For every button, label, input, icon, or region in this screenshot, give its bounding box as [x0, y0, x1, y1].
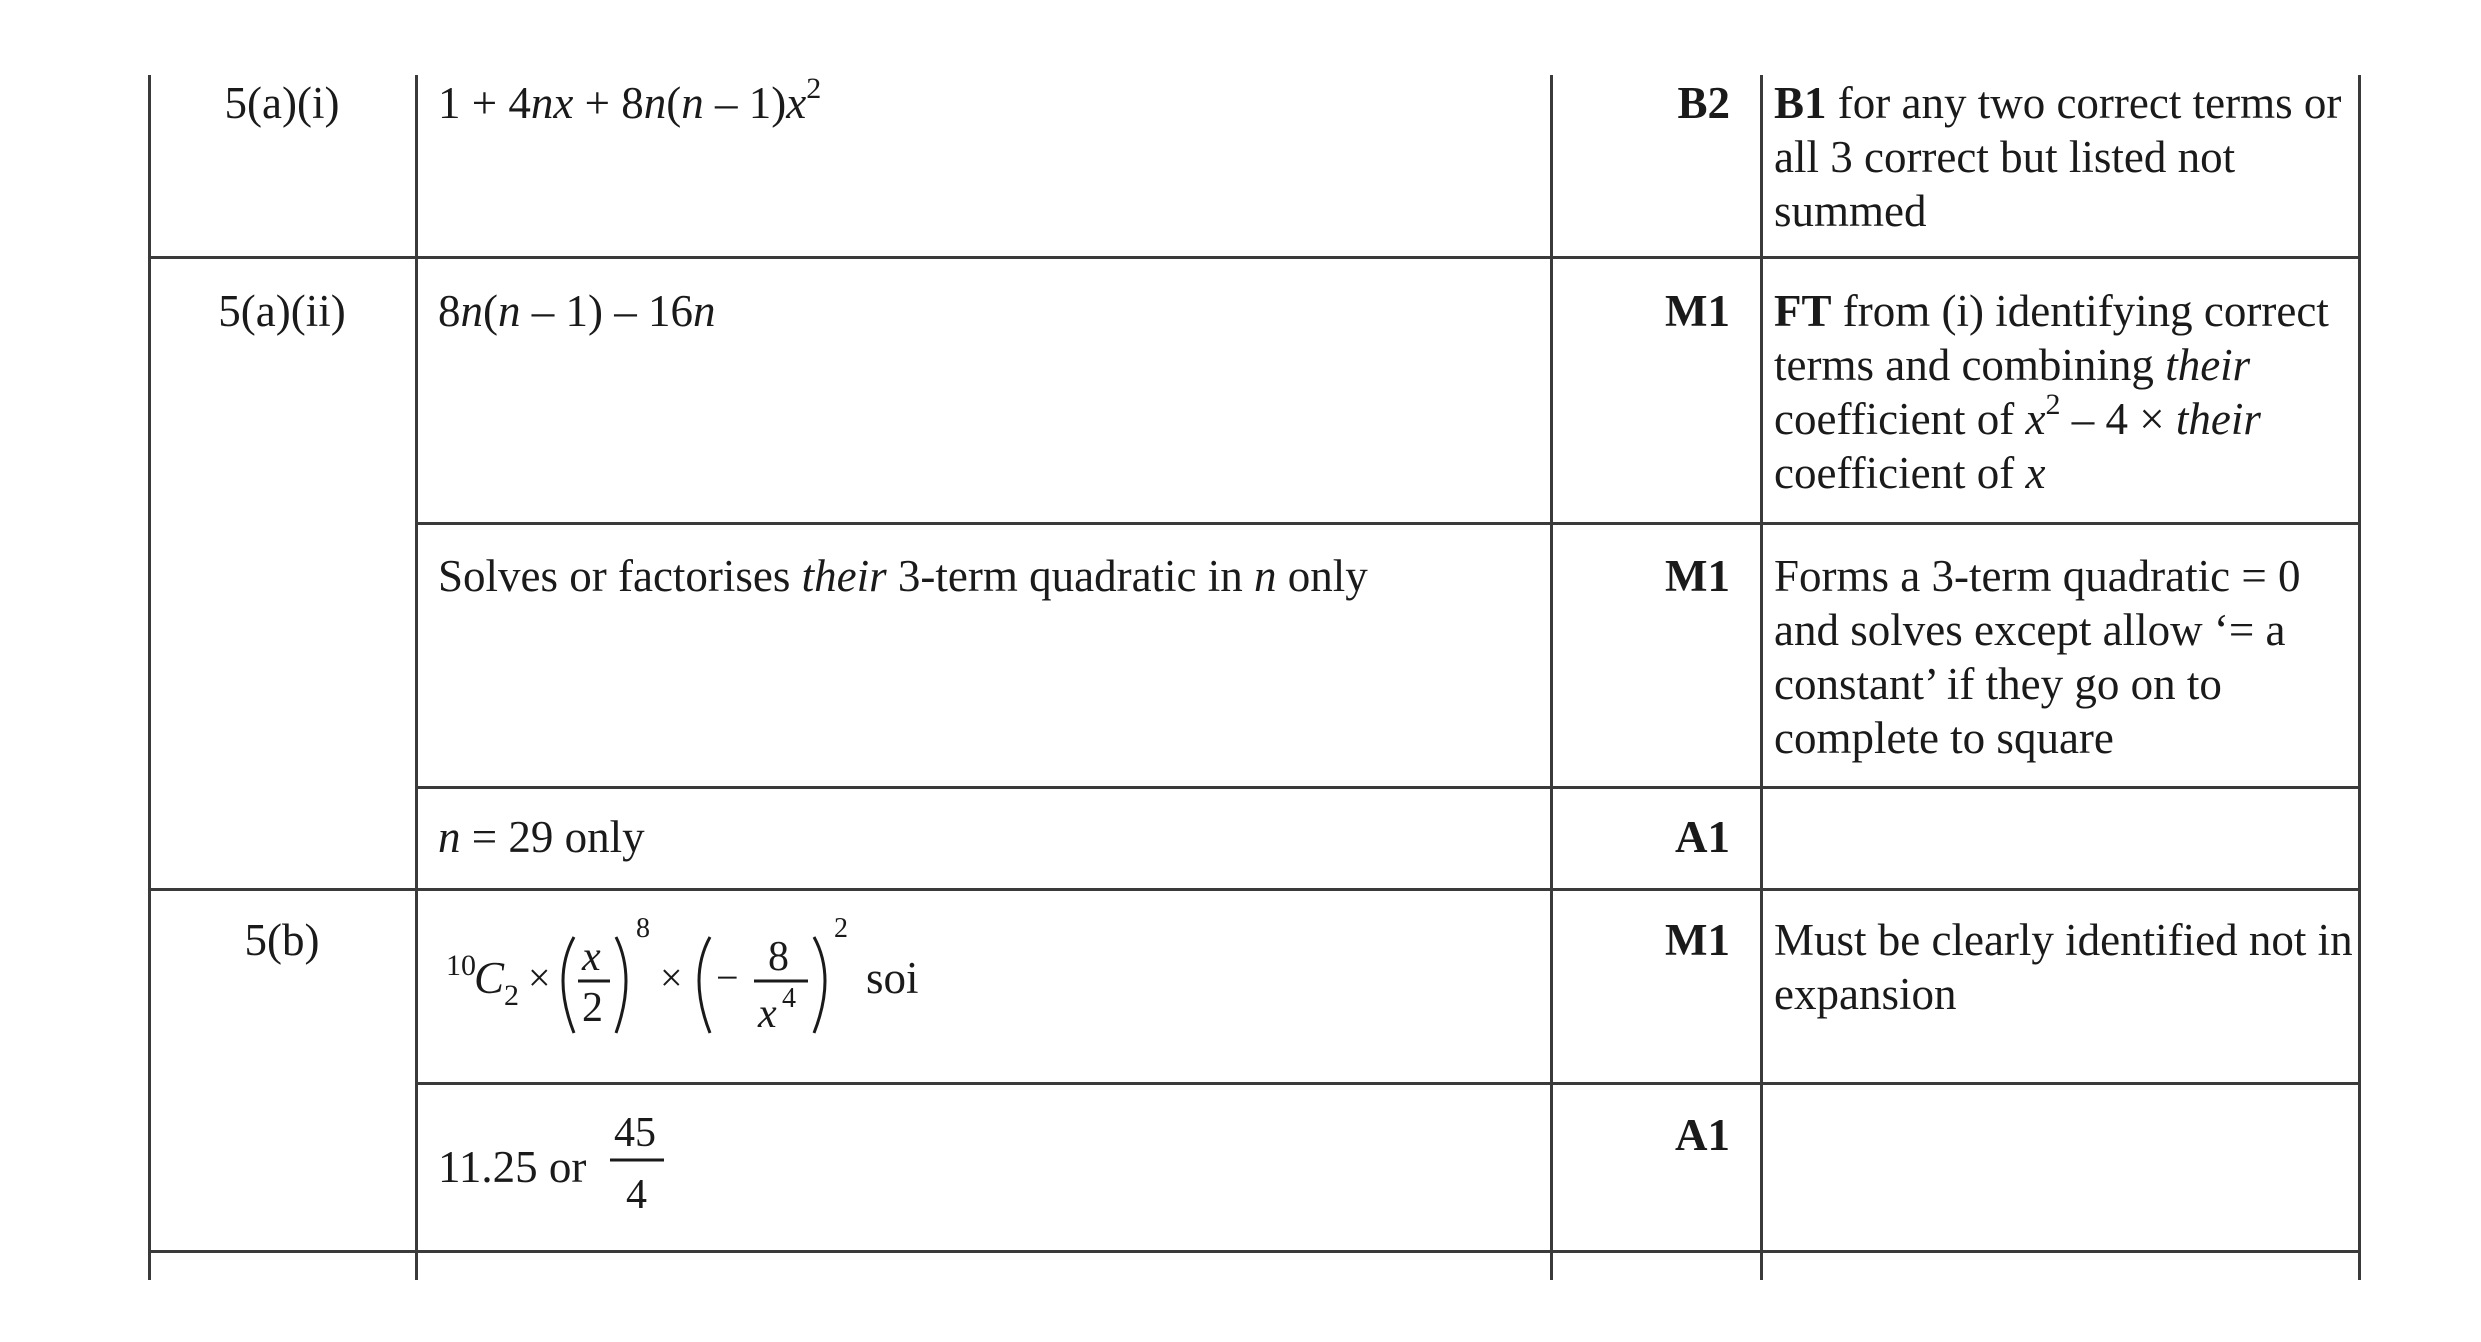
svg-text:−: − [716, 955, 739, 1000]
mark-code: A1 [1675, 812, 1730, 862]
question-number: 5(a)(ii) [218, 286, 346, 336]
guidance-text: Must be clearly identified not in expansion [1774, 915, 2353, 1019]
mark-code: M1 [1665, 286, 1730, 336]
svg-text:x: x [582, 934, 601, 980]
svg-text:8: 8 [768, 934, 789, 980]
row-rule [148, 256, 2361, 259]
row-rule [148, 888, 2361, 891]
row-rule [415, 1082, 2361, 1085]
svg-text:8: 8 [636, 913, 650, 944]
answer-text: Solves or factorises their 3-term quadratic in n only [438, 551, 1368, 601]
svg-text:4: 4 [782, 983, 796, 1014]
final-answer-fraction [438, 1100, 738, 1230]
question-number: 5(b) [244, 915, 320, 965]
binomial-term-formula [438, 905, 998, 1065]
svg-text:2: 2 [582, 985, 603, 1031]
svg-text:soi: soi [866, 953, 919, 1003]
svg-text:2: 2 [834, 913, 848, 944]
row-rule [415, 522, 2361, 525]
guidance-text: Forms a 3-term quadratic = 0 and solves except allow ‘= a constant’ if they go on to complete to square [1774, 551, 2301, 763]
mark-code: M1 [1665, 915, 1730, 965]
svg-text:11.25 or: 11.25 or [438, 1142, 587, 1192]
svg-text:4: 4 [626, 1172, 647, 1218]
svg-text:2: 2 [504, 979, 519, 1012]
svg-text:×: × [528, 955, 551, 1000]
answer-text: 8n(n – 1) – 16n [438, 286, 716, 336]
row-rule [148, 1250, 2361, 1253]
svg-text:C: C [474, 953, 505, 1003]
mark-code: B2 [1677, 78, 1730, 128]
answer-text: n = 29 only [438, 812, 645, 862]
svg-text:10: 10 [446, 949, 476, 982]
svg-text:×: × [660, 955, 683, 1000]
question-number: 5(a)(i) [224, 78, 340, 128]
answer-formula [438, 905, 998, 1077]
svg-text:x: x [758, 991, 777, 1037]
guidance-text: FT from (i) identifying correct terms and combining their coefficient of $x^2 - 4$ × their coefficient of x [1774, 286, 2329, 498]
guidance-text: B1 for any two correct terms or all 3 correct but listed not summed [1774, 78, 2342, 236]
mark-code: M1 [1665, 551, 1730, 601]
row-rule [415, 786, 2361, 789]
answer-text: $1 + 4nx + 8n(n - 1)x^2$ [438, 72, 822, 128]
svg-text:45: 45 [614, 1110, 656, 1156]
mark-code: A1 [1675, 1110, 1730, 1160]
answer-formula [438, 1100, 738, 1242]
